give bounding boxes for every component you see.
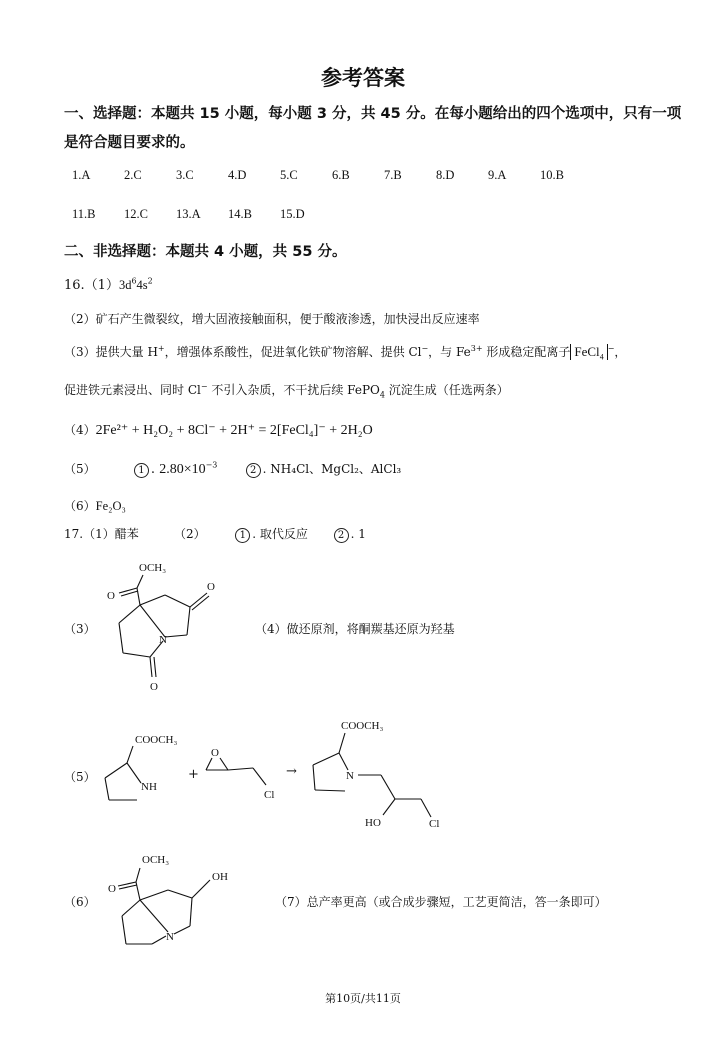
q17-part1: 17.（1）醋苯 (64, 527, 139, 541)
product-q17-5 (303, 715, 453, 835)
answer-item: 7.B (384, 168, 402, 182)
product-cooch3-label: COOCH₃ (341, 720, 384, 732)
answer-item: 2.C (124, 168, 142, 182)
answer-item: 1.A (72, 168, 91, 182)
structure-q17-3 (95, 555, 235, 695)
answer-item: 12.C (124, 207, 148, 221)
q6-n-label: N (166, 931, 174, 943)
cooch3-label: COOCH₃ (135, 734, 178, 746)
reaction-arrow: → (286, 764, 297, 779)
n-label: N (159, 634, 167, 646)
answer-item: 14.B (228, 207, 252, 221)
q17-part4: （4）做还原剂，将酮羰基还原为羟基 (255, 622, 455, 636)
answer-item: 9.A (488, 168, 507, 182)
q16-part3-line2: 促进铁元素浸出、同时 Cl− 不引入杂质，不干扰后续 FePO$_4$ 沉淀生成（任选两条） (64, 382, 509, 400)
reactant-proline-ester (95, 728, 195, 808)
cl-label: Cl (264, 789, 275, 801)
q6-o-label: O (108, 883, 116, 895)
q16-part2: （2）矿石产生微裂纹，增大固液接触面积，便于酸液渗透，加快浸出反应速率 (64, 312, 480, 326)
q16-part1: $16.(1)3d^64s^2$ (64, 276, 153, 293)
section2-header: 二、非选择题：本题共 4 小题，共 55 分。 (64, 244, 347, 260)
reactant-epichlorohydrin (198, 740, 288, 805)
q17-part2: （2） 1 . 取代反应 2 . 1 (174, 527, 366, 541)
q6-och3-label: OCH₃ (142, 854, 170, 866)
q17-part6-label: （6） (64, 895, 96, 909)
nh-label: NH (141, 781, 157, 793)
answer-item: 5.C (280, 168, 298, 182)
answer-item: 11.B (72, 207, 96, 221)
answer-item: 3.C (176, 168, 194, 182)
section1-header-line2: 是符合题目要求的。 (64, 135, 195, 151)
plus-sign: + (188, 767, 199, 782)
och3-label: OCH₃ (139, 562, 167, 574)
q16-part3-line1: （3）提供大量 H+，增强体系酸性，促进氧化铁矿物溶解、提供 Cl−，与 $Fe^{3+}$ 形成稳定配离子 FeCl$_4$−， (64, 344, 627, 362)
q6-oh-label: OH (212, 871, 228, 883)
q16-part6: （6）Fe₂O₃ (64, 499, 126, 513)
q17-part7: （7）总产率更高（或合成步骤短，工艺更简洁，答一条即可） (275, 895, 607, 909)
ketone2-o-label: O (150, 681, 158, 693)
page-title: 参考答案 (321, 66, 405, 90)
answer-item: 15.D (280, 207, 305, 221)
answer-item: 8.D (436, 168, 455, 182)
section1-header-line1: 一、选择题：本题共 15 小题，每小题 3 分，共 45 分。在每小题给出的四个选项中，只有一项 (64, 106, 682, 122)
answer-item: 6.B (332, 168, 350, 182)
epoxide-o-label: O (211, 747, 219, 759)
page-footer: 第10页/共11页 (325, 992, 401, 1005)
answer-item: 4.D (228, 168, 247, 182)
structure-q17-6 (100, 848, 250, 958)
answer-item: 10.B (540, 168, 564, 182)
ester-o-label: O (107, 590, 115, 602)
ketone-o-label: O (207, 581, 215, 593)
product-n-label: N (346, 770, 354, 782)
answer-item: 13.A (176, 207, 201, 221)
q16-part4: （4）2Fe²⁺ + H₂O₂ + 8Cl⁻ + 2H⁺ = 2[FeCl₄]⁻ + 2H₂O (64, 423, 373, 438)
q16-part5: （5） 1 . $2.80\times 10^{-3}$ 2 . NH₄Cl、MgCl₂、AlCl₃ (64, 460, 402, 477)
q17-part5-label: （5） (64, 770, 96, 784)
product-ho-label: HO (365, 817, 381, 829)
q17-part3-label: （3） (64, 622, 96, 636)
product-cl-label: Cl (429, 818, 440, 830)
